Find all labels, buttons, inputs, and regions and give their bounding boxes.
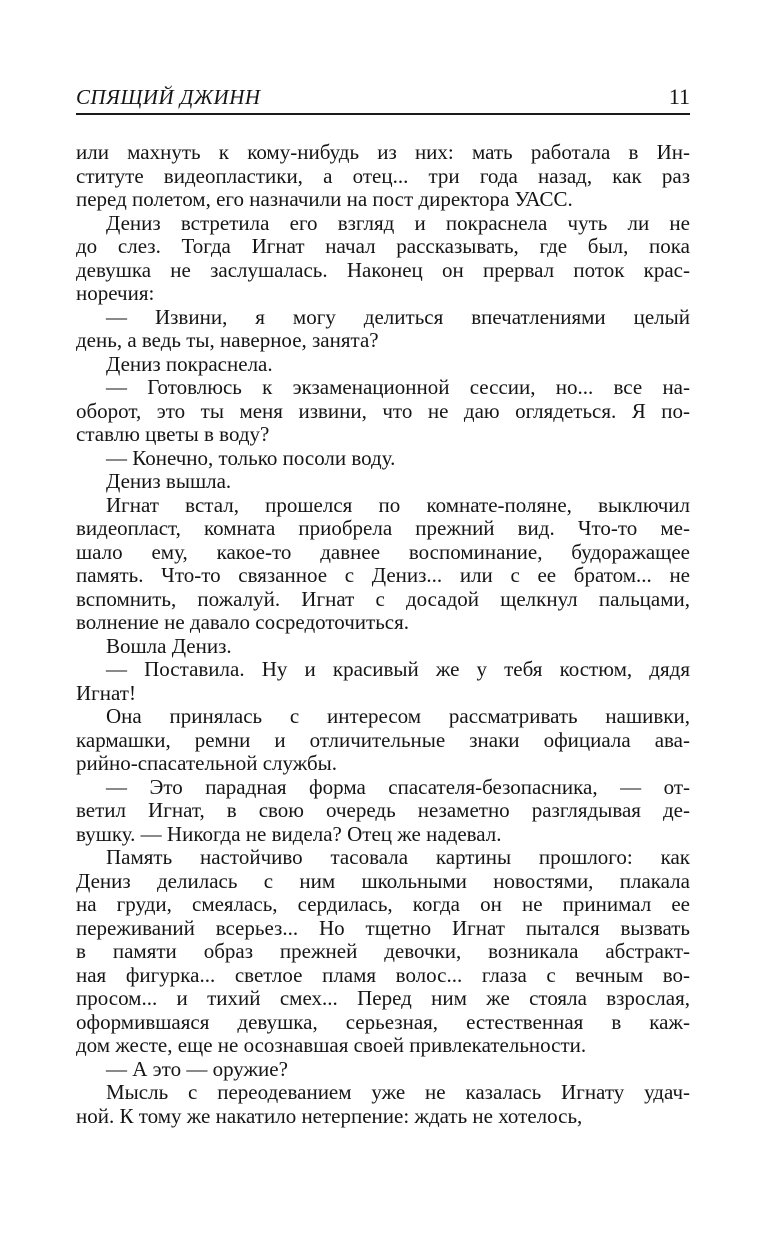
text-line: до слез. Тогда Игнат начал рассказывать, где был, пока: [76, 234, 690, 258]
text-line: Она принялась с интересом рассматривать нашивки,: [106, 704, 690, 728]
text-line: — Это парадная форма спасателя-безопасника, — от-: [106, 774, 690, 799]
paragraph: [76, 141, 690, 212]
text-line: вспомнить, пожалуй. Игнат с досадой щелкнул пальцами,: [76, 586, 690, 611]
paragraph: [76, 1081, 690, 1128]
text-line: волнение не давало сосредоточиться.: [76, 610, 410, 634]
text-line: в памяти образ прежней девочки, возникала абстракт-: [76, 939, 690, 963]
paragraph: [76, 212, 690, 306]
text-line: Игнат встал, прошелся по комнате-поляне, выключил: [106, 492, 690, 517]
paragraph: [76, 306, 690, 353]
text-line: перед полетом, его назначили на пост директора УАСС.: [76, 187, 573, 211]
text-line: Память настойчиво тасовала картины прошлого: как: [106, 845, 690, 869]
text-line: Дениз покраснела.: [106, 351, 273, 376]
text-line: ституте видеопластики, а отец... три года назад, как раз: [76, 163, 690, 188]
text-line: ной. К тому же накатило нетерпение: ждать не хотелось,: [76, 1103, 583, 1128]
body-text: [76, 141, 690, 1128]
page-number: 11: [668, 84, 690, 109]
running-title: СПЯЩИЙ ДЖИНН: [76, 85, 261, 109]
text-line: — А это — оружие?: [106, 1056, 288, 1081]
text-line: рийно-спасательной службы.: [76, 751, 338, 775]
paragraph: [76, 658, 690, 705]
text-line: Вошла Дениз.: [106, 633, 232, 658]
text-line: просом... и тихий смех... Перед ним же стояла взрослая,: [76, 986, 690, 1010]
text-line: оформившаяся девушка, серьезная, естественная в каж-: [76, 1009, 690, 1034]
paragraph: [76, 705, 690, 776]
header-rule: [76, 113, 690, 115]
text-line: ная фигурка... светлое пламя волос... глаза с вечным во-: [76, 962, 690, 987]
text-line: — Конечно, только посоли воду.: [106, 445, 396, 470]
text-line: Дениз встретила его взгляд и покраснела чуть ли не: [106, 210, 690, 235]
text-line: Игнат!: [76, 680, 136, 705]
paragraph: [76, 1058, 690, 1082]
paragraph: [76, 635, 690, 659]
paragraph: [76, 494, 690, 635]
text-line: память. Что-то связанное с Дениз... или с ее братом... не: [76, 563, 690, 587]
text-line: Дениз делилась с ним школьными новостями, плакала: [76, 868, 690, 893]
text-line: Дениз вышла.: [106, 469, 232, 493]
text-line: — Готовлюсь к экзаменационной сессии, но... все на-: [106, 375, 690, 399]
text-line: Мысль с переодеванием уже не казалась Игнату удач-: [106, 1080, 690, 1104]
paragraph: [76, 353, 690, 377]
text-line: оборот, это ты меня извини, что не даю оглядеться. Я по-: [76, 398, 690, 423]
paragraph: [76, 376, 690, 447]
text-line: девушка не заслушалась. Наконец он прервал поток крас-: [76, 257, 690, 282]
text-line: ставлю цветы в воду?: [76, 422, 270, 446]
text-line: дом жесте, еще не осознавшая своей привлекательности.: [76, 1033, 587, 1057]
text-line: кармашки, ремни и отличительные знаки официала ава-: [76, 727, 690, 752]
text-line: видеопласт, комната приобрела прежний вид. Что-то ме-: [76, 516, 690, 540]
text-line: шало ему, какое-то давнее воспоминание, будоражащее: [76, 539, 690, 564]
paragraph: [76, 846, 690, 1058]
page-header: [76, 84, 690, 110]
text-line: или махнуть к кому-нибудь из них: мать работала в Ин-: [76, 140, 690, 164]
text-line: — Поставила. Ну и красивый же у тебя костюм, дядя: [106, 657, 690, 681]
text-line: переживаний всерьез... Но тщетно Игнат пытался вызвать: [76, 915, 690, 940]
page-content: [76, 84, 690, 1128]
paragraph: [76, 776, 690, 847]
text-line: ветил Игнат, в свою очередь незаметно разглядывая де-: [76, 798, 690, 822]
text-line: вушку. — Никогда не видела? Отец же надевал.: [76, 821, 502, 846]
text-line: — Извини, я могу делиться впечатлениями целый: [106, 304, 690, 329]
paragraph: [76, 470, 690, 494]
text-line: на груди, смеялась, сердилась, когда он не принимал ее: [76, 892, 690, 916]
text-line: день, а ведь ты, наверное, занята?: [76, 328, 379, 352]
text-line: норечия:: [76, 281, 155, 305]
paragraph: [76, 447, 690, 471]
